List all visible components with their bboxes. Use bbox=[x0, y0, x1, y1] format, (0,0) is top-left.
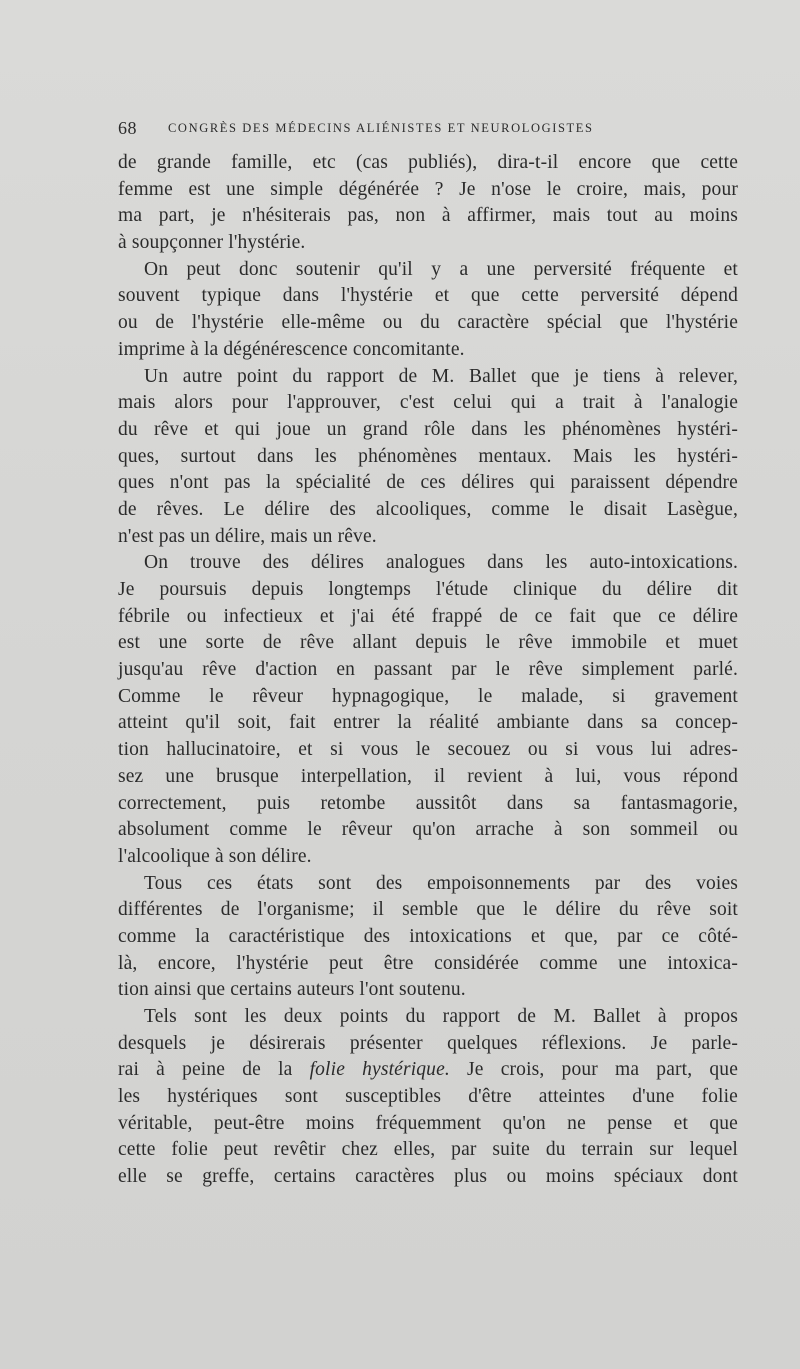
text-line: ou de l'hystérie elle-même ou du caractère spécial que l'hystérie bbox=[118, 312, 738, 334]
page-number: 68 bbox=[118, 118, 137, 138]
text-line: ma part, je n'hésiterais pas, non à affirmer, mais tout au moins bbox=[118, 205, 738, 227]
text-line: cette folie peut revêtir chez elles, par suite du terrain sur lequel bbox=[118, 1139, 738, 1161]
text-line: absolument comme le rêveur qu'on arrache à son sommeil ou bbox=[118, 819, 738, 841]
text-line: n'est pas un délire, mais un rêve. bbox=[118, 525, 377, 547]
text-line: Un autre point du rapport de M. Ballet que je tiens à relever, bbox=[144, 365, 738, 387]
text-line: à soupçonner l'hystérie. bbox=[118, 232, 306, 254]
text-line: différentes de l'organisme; il semble que le délire du rêve soit bbox=[118, 899, 738, 921]
text-line: du rêve et qui joue un grand rôle dans les phénomènes hystéri- bbox=[118, 418, 738, 440]
text-line: Je poursuis depuis longtemps l'étude clinique du délire dit bbox=[118, 579, 738, 600]
running-head: CONGRÈS DES MÉDECINS ALIÉNISTES ET NEUROLOGISTES bbox=[168, 121, 594, 135]
text-line: sez une brusque interpellation, il revient à lui, vous répond bbox=[118, 765, 738, 787]
text-line: femme est une simple dégénérée ? Je n'ose le croire, mais, pour bbox=[118, 178, 738, 200]
italic-term: folie hystérique. bbox=[309, 1059, 450, 1081]
text-line: elle se greffe, certains caractères plus ou moins spéciaux dont bbox=[118, 1166, 738, 1188]
text-line: ques, surtout dans les phénomènes mentaux. Mais les hystéri- bbox=[118, 445, 738, 467]
text-line: On trouve des délires analogues dans les auto-intoxications. bbox=[144, 552, 738, 574]
text-line: Tels sont les deux points du rapport de M. Ballet à propos bbox=[144, 1006, 738, 1027]
text-segment: rai à peine de la bbox=[118, 1059, 310, 1081]
text-line: On peut donc soutenir qu'il y a une perversité fréquente et bbox=[144, 258, 738, 280]
text-line: l'alcoolique à son délire. bbox=[118, 845, 312, 867]
text-line: correctement, puis retombe aussitôt dans sa fantasmagorie, bbox=[118, 792, 738, 814]
text-line: Tous ces états sont des empoisonnements par des voies bbox=[144, 872, 738, 894]
text-line: est une sorte de rêve allant depuis le rêve immobile et muet bbox=[118, 632, 738, 654]
text-line: de grande famille, etc (cas publiés), dira-t-il encore que cette bbox=[118, 152, 738, 173]
text-line: mais alors pour l'approuver, c'est celui qui a trait à l'analogie bbox=[118, 392, 738, 414]
text-line-with-italic bbox=[118, 1057, 738, 1084]
text-line: souvent typique dans l'hystérie et que cette perversité dépend bbox=[118, 285, 738, 307]
text-line: tion hallucinatoire, et si vous le secouez ou si vous lui adres- bbox=[118, 739, 738, 761]
body-text bbox=[118, 150, 738, 1191]
text-segment: Je crois, pour ma part, que bbox=[449, 1059, 738, 1081]
text-line: ques n'ont pas la spécialité de ces délires qui paraissent dépendre bbox=[118, 472, 738, 494]
text-line: les hystériques sont susceptibles d'être atteintes d'une folie bbox=[118, 1086, 738, 1108]
text-line: de rêves. Le délire des alcooliques, comme le disait Lasègue, bbox=[118, 498, 738, 520]
text-line: atteint qu'il soit, fait entrer la réalité ambiante dans sa concep- bbox=[118, 712, 738, 734]
page-header bbox=[118, 118, 678, 142]
text-line: fébrile ou infectieux et j'ai été frappé de ce fait que ce délire bbox=[118, 605, 738, 627]
text-line: Comme le rêveur hypnagogique, le malade, si gravement bbox=[118, 685, 738, 707]
text-line: imprime à la dégénérescence concomitante. bbox=[118, 338, 465, 360]
text-line: là, encore, l'hystérie peut être considérée comme une intoxica- bbox=[118, 952, 738, 974]
text-line: comme la caractéristique des intoxications et que, par ce côté- bbox=[118, 925, 738, 947]
text-line: véritable, peut-être moins fréquemment qu'on ne pense et que bbox=[118, 1112, 738, 1134]
text-line: tion ainsi que certains auteurs l'ont soutenu. bbox=[118, 979, 466, 1001]
text-line: desquels je désirerais présenter quelques réflexions. Je parle- bbox=[118, 1032, 738, 1054]
text-line: jusqu'au rêve d'action en passant par le rêve simplement parlé. bbox=[118, 659, 738, 681]
